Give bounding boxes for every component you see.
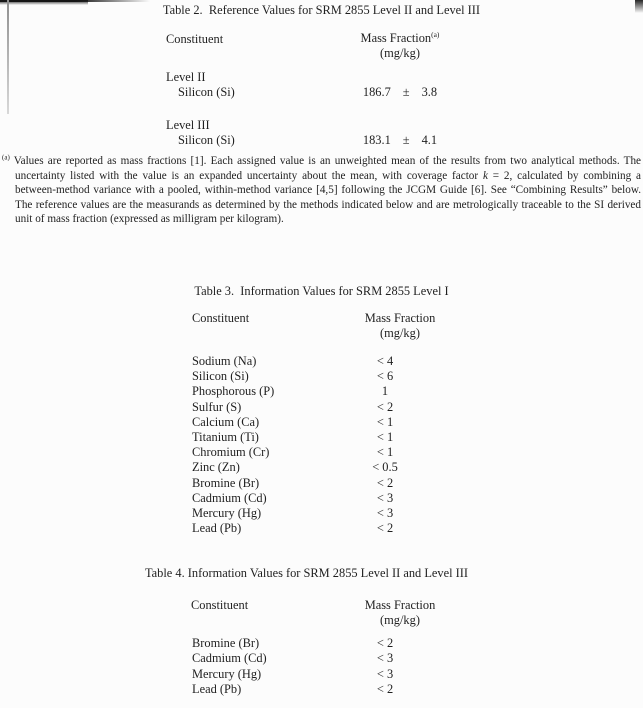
constituent-cell: Sodium (Na): [192, 354, 257, 368]
constituent-cell: Bromine (Br): [192, 475, 260, 490]
table2-group-level-iii-label: Level III: [166, 118, 210, 132]
value-cell: < 3: [376, 666, 394, 681]
table-row: [0, 400, 643, 415]
value-cell: < 1: [376, 445, 394, 460]
footnote-a: [2, 154, 641, 227]
footnote-text-part1: Values are reported as mass fractions [1]. Each assigned value is an unweighted mean of the results from two analytical methods. The uncertainty listed with the value is an expanded uncertainty about the mean, with coverage factor: [9, 155, 641, 182]
table3-column-header-constituent: Constituent: [192, 311, 250, 325]
table4-title: Table 4. Information Values for SRM 2855 Level II and Level III: [144, 566, 469, 580]
table4-column-header-unit: (mg/kg): [380, 613, 420, 627]
plus-minus-symbol: ±: [402, 85, 410, 99]
table2-row-constituent: Silicon (Si): [178, 133, 235, 147]
table2-row-value: 186.7: [362, 85, 391, 99]
table2-row-constituent: Silicon (Si): [178, 85, 235, 99]
table2-row-values: [330, 133, 470, 147]
table-row: [0, 476, 643, 491]
constituent-cell: Titanium (Ti): [192, 429, 259, 444]
table-row: [0, 682, 643, 697]
table-row: [0, 460, 643, 475]
table2-column-header-mass-fraction: [330, 31, 470, 45]
constituent-cell: Phosphorous (P): [192, 384, 275, 399]
table2-column-header-constituent: Constituent: [166, 32, 224, 46]
value-cell: < 3: [376, 505, 394, 520]
table2-title: Table 2. Reference Values for SRM 2855 Level II and Level III: [162, 3, 481, 17]
table-row: [0, 354, 643, 369]
value-cell: 1: [381, 384, 389, 399]
table2-mass-fraction-label: Mass Fraction: [360, 31, 432, 45]
table-row: [0, 667, 643, 682]
table3-column-header-mass-fraction: Mass Fraction: [364, 311, 436, 325]
constituent-cell: Silicon (Si): [192, 369, 249, 384]
table4-column-header-mass-fraction: Mass Fraction: [364, 598, 436, 612]
table2-row-value: 183.1: [362, 133, 391, 147]
table3-column-header-unit: (mg/kg): [380, 326, 420, 340]
coverage-factor-k-symbol: k: [482, 169, 488, 182]
table2-group-level-ii-label: Level II: [166, 70, 206, 84]
table-row: [0, 636, 643, 651]
table2-row-uncertainty: 4.1: [421, 133, 438, 147]
footnote-marker: (a): [2, 153, 10, 162]
table-row: [0, 651, 643, 666]
table3-rows: [0, 354, 643, 536]
table3-title: Table 3. Information Values for SRM 2855 Level I: [194, 284, 449, 298]
table-row: [0, 506, 643, 521]
constituent-cell: Bromine (Br): [192, 636, 260, 650]
table-row: [0, 445, 643, 460]
constituent-cell: Cadmium (Cd): [192, 490, 267, 505]
constituent-cell: Zinc (Zn): [192, 460, 240, 475]
plus-minus-symbol: ±: [402, 133, 410, 147]
value-cell: < 2: [376, 475, 394, 490]
constituent-cell: Sulfur (S): [192, 399, 242, 414]
constituent-cell: Lead (Pb): [192, 682, 242, 697]
constituent-cell: Lead (Pb): [192, 521, 242, 536]
table4-rows: [0, 636, 643, 698]
table-row: [0, 430, 643, 445]
value-cell: < 2: [376, 521, 394, 536]
footnote-text-part2: = 2, calculated by combining a between-method variance with a pooled, within-method variance [4,5] following the JCGM Guide [6]. See “Combining Results” below. The reference values are the measurands as determined by the methods indicated below and are metrologically traceable to the SI derived unit of mass fraction (expressed as milligram per kilogram).: [15, 169, 641, 226]
table2-row-values: [330, 85, 470, 99]
table-row: [0, 491, 643, 506]
value-cell: < 1: [376, 414, 394, 429]
value-cell: < 3: [376, 651, 394, 666]
table-row: [0, 415, 643, 430]
value-cell: < 2: [376, 399, 394, 414]
value-cell: < 1: [376, 429, 394, 444]
constituent-cell: Calcium (Ca): [192, 414, 260, 429]
value-cell: < 4: [376, 354, 394, 368]
constituent-cell: Chromium (Cr): [192, 445, 270, 460]
value-cell: < 3: [376, 490, 394, 505]
table-row: [0, 369, 643, 384]
value-cell: < 2: [376, 636, 394, 650]
table2-column-header-unit: (mg/kg): [380, 46, 420, 60]
value-cell: < 2: [376, 682, 394, 697]
table-row: [0, 521, 643, 536]
table4-column-header-constituent: Constituent: [191, 598, 249, 612]
constituent-cell: Mercury (Hg): [192, 505, 262, 520]
value-cell: < 6: [376, 369, 394, 384]
table2-row-uncertainty: 3.8: [421, 85, 438, 99]
value-cell: < 0.5: [372, 460, 398, 475]
constituent-cell: Mercury (Hg): [192, 666, 262, 681]
constituent-cell: Cadmium (Cd): [192, 651, 267, 666]
table-row: [0, 384, 643, 399]
table2-footnote-marker-superscript: (a): [431, 29, 440, 39]
